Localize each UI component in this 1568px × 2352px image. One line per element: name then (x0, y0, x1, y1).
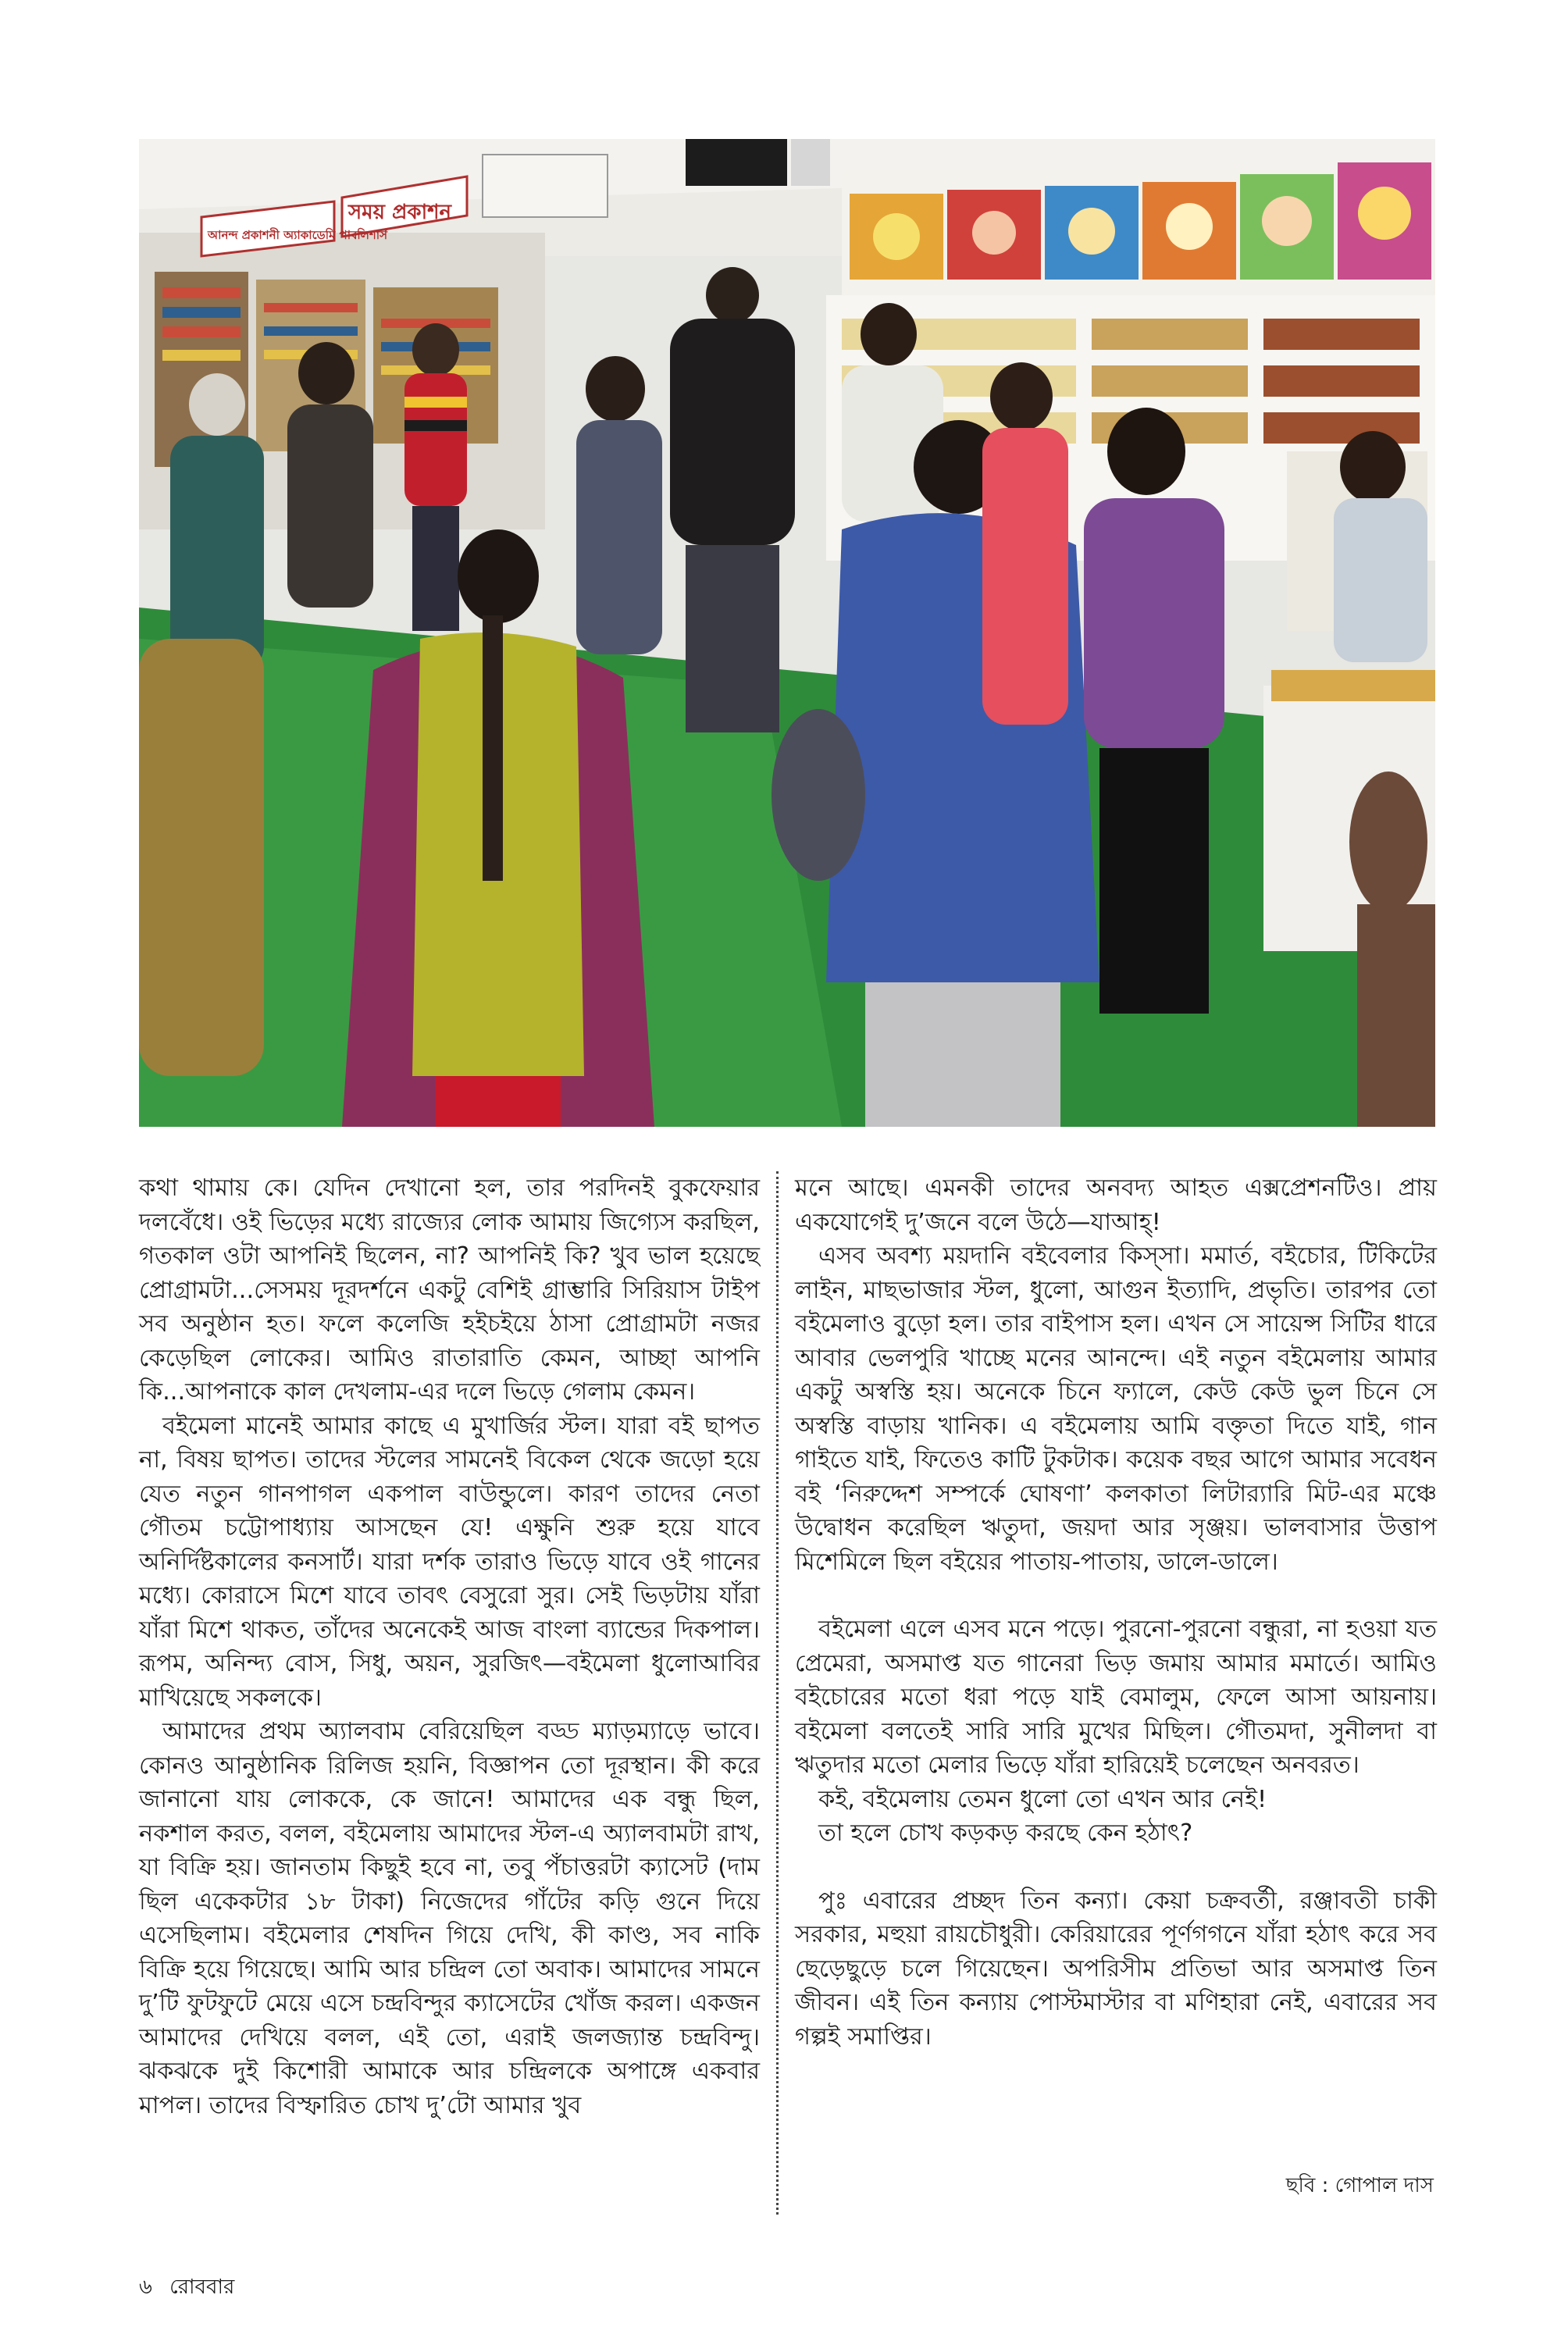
article-paragraph: কথা থামায় কে। যেদিন দেখানো হল, তার পরদিনই বুকফেয়ার দলবেঁধে। ওই ভিড়ের মধ্যে রাজ্যের লোক আমায় জিগ্যেস করছিল, গতকাল ওটা আপনিই ছিলেন, না? আপনিই কি? খুব ভাল হয়েছে প্রোগ্রামটা...সেসময় দূরদর্শনে একটু বেশিই গ্রাম্ভারি সিরিয়াস টাইপ সব অনুষ্ঠান হত। ফলে কলেজি হইচইয়ে ঠাসা প্রোগ্রামটা নজর কেড়েছিল লোকের। আমিও রাতারাতি কেমন, আচ্ছা আপনি কি...আপনাকে কাল দেখলাম-এর দলে ভিড়ে গেলাম কেমন। (139, 1174, 760, 1406)
article-column-left (139, 1171, 760, 2122)
article-paragraph: মনে আছে। এমনকী তাদের অনবদ্য আহত এক্সপ্রেশনটিও। প্রায় একযোগেই দু’জনে বলে উঠে—যাআহ্‌! (795, 1174, 1437, 1236)
article-paragraph: কই, বইমেলায় তেমন ধুলো তো এখন আর নেই! (818, 1785, 1267, 1813)
book-fair-crowd-image (139, 139, 1435, 1127)
article-paragraph: বইমেলা মানেই আমার কাছে এ মুখার্জির স্টল। যারা বই ছাপত না, বিষয় ছাপত। তাদের স্টলের সামনেই বিকেল থেকে জড়ো হয়ে যেত নতুন গানপাগল একপাল বাউন্ডুলে। কারণ তাদের নেতা গৌতম চট্টোপাধ্যায় আসছেন যে! এক্ষুনি শুরু হয়ে যাবে অনির্দিষ্টকালের কনসার্ট। যারা দর্শক তারাও ভিড়ে যাবে ওই গানের মধ্যে। কোরাসে মিশে যাবে তাবৎ বেসুরো সুর। সেই ভিড়টায় যাঁরা যাঁরা মিশে থাকত, তাঁদের অনেকেই আজ বাংলা ব্যান্ডের দিকপাল। রূপম, অনিন্দ্য বোস, সিধু, অয়ন, সুরজিৎ—বইমেলা ধুলোআবির মাখিয়েছে সকলকে। (139, 1412, 760, 1712)
postscript-paragraph: পুঃ এবারের প্রচ্ছদ তিন কন্যা। কেয়া চক্রবর্তী, রঞ্জাবতী চাকী সরকার, মহুয়া রায়চৌধুরী। কেরিয়ারের পূর্ণগগনে যাঁরা হঠাৎ করে সব ছেড়েছুড়ে চলে গিয়েছেন। অপরিসীম প্রতিভা আর অসমাপ্ত তিন জীবন। এই তিন কন্যায় পোস্টমাস্টার বা মণিহারা নেই, এবারের সব গল্পই সমাপ্তির। (795, 1887, 1437, 2051)
article-paragraph: তা হলে চোখ কড়কড় করছে কেন হঠাৎ? (818, 1819, 1193, 1847)
article-paragraph: বইমেলা এলে এসব মনে পড়ে। পুরনো-পুরনো বন্ধুরা, না হওয়া যত প্রেমেরা, অসমাপ্ত যত গানেরা ভিড় জমায় আমার মমার্তে। আমিও বইচোরের মতো ধরা পড়ে যাই বেমালুম, ফেলে আসা আয়নায়। বইমেলা বলতেই সারি সারি মুখের মিছিল। গৌতমদা, সুনীলদা বা ঋতুদার মতো মেলার ভিড়ে যাঁরা হারিয়েই চলেছেন অনবরত। (795, 1616, 1437, 1779)
article-paragraph: আমাদের প্রথম অ্যালবাম বেরিয়েছিল বড্ড ম্যাড়ম্যাড়ে ভাবে। কোনও আনুষ্ঠানিক রিলিজ হয়নি, বিজ্ঞাপন তো দূরস্থান। কী করে জানানো যায় লোককে, কে জানে! আমাদের এক বন্ধু ছিল, নকশাল করত, বলল, বইমেলায় আমাদের স্টল-এ অ্যালবামটা রাখ, যা বিক্রি হয়। জানতাম কিছুই হবে না, তবু পঁচাত্তরটা ক্যাসেট (দাম ছিল একেকটার ১৮ টাকা) নিজেদের গাঁটের কড়ি গুনে দিয়ে এসেছিলাম। বইমেলার শেষদিন গিয়ে দেখি, কী কাণ্ড, সব নাকি বিক্রি হয়ে গিয়েছে। আমি আর চন্দ্রিল তো অবাক। আমাদের সামনে দু’টি ফুটফুটে মেয়ে এসে চন্দ্রবিন্দুর ক্যাসেটের খোঁজ করল। একজন আমাদের দেখিয়ে বলল, এই তো, এরাই জলজ্যান্ত চন্দ্রবিন্দু। ঝকঝকে দুই কিশোরী আমাকে আর চন্দ্রিলকে অপাঙ্গে একবার মাপল। তাদের বিস্ফারিত চোখ দু’টো আমার খুব (139, 1718, 760, 2119)
page-footer (139, 2275, 234, 2300)
stall-banner-ananda: আনন্দ প্রকাশনী অ্যাকাডেমি পাবলিশার্স (208, 228, 388, 242)
photo-credit: ছবি : গোপাল দাস (1285, 2174, 1434, 2197)
publication-name: রোববার (169, 2275, 235, 2299)
stall-banner-samay: সময় প্রকাশন (348, 201, 452, 224)
book-fair-photo (139, 139, 1435, 1127)
page-number: ৬ (139, 2275, 152, 2299)
column-divider (776, 1171, 779, 2215)
article-paragraph: এসব অবশ্য ময়দানি বইবেলার কিস্‌সা। মমার্ত, বইচোর, টিকিটের লাইন, মাছভাজার স্টল, ধুলো, আগুন ইত্যাদি, প্রভৃতি। তারপর তো বইমেলাও বুড়ো হল। তার বাইপাস হল। এখন সে সায়েন্স সিটির ধারে আবার ভেলপুরি খাচ্ছে মনের আনন্দে। এই নতুন বইমেলায় আমার একটু অস্বস্তি হয়। অনেকে চিনে ফ্যালে, কেউ কেউ ভুল চিনে সে অস্বস্তি বাড়ায় খানিক। এ বইমেলায় আমি বক্তৃতা দিতে যাই, গান গাইতে যাই, ফিতেও কাটি টুকটাক। কয়েক বছর আগে আমার সবেধন বই ‘নিরুদ্দেশ সম্পর্কে ঘোষণা’ কলকাতা লিটার‍্যারি মিট-এর মঞ্চে উদ্বোধন করেছিল ঋতুদা, জয়দা আর সৃঞ্জয়। ভালবাসার উত্তাপ মিশেমিলে ছিল বইয়ের পাতায়-পাতায়, ডালে-ডালে। (795, 1242, 1437, 1576)
article-column-right (795, 1171, 1437, 2054)
